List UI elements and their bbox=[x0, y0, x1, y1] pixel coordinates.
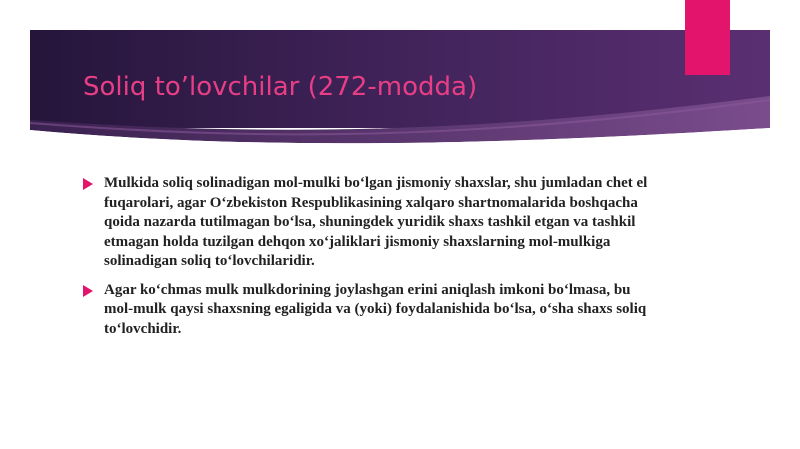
triangle-bullet-icon bbox=[83, 285, 93, 297]
bullet-item bbox=[80, 281, 660, 340]
accent-tab bbox=[685, 0, 730, 75]
bullet-text: Mulkida soliq solinadigan mol-mulki bo‘lgan jismoniy shaxslar, shu jumladan chet el fuqarolari, agar O‘zbekiston Respublikasining xalqaro shartnomalarida boshqacha qoida nazarda tutilmagan bo‘lsa, shuningdek yuridik shaxs tashkil etgan va tashkil etmagan holda tuzilgan dehqon xo‘jaliklari jismoniy shaxslarning mol-mulkiga solinadigan soliq to‘lovchilaridir. bbox=[104, 175, 648, 269]
bullet-list bbox=[80, 174, 660, 348]
triangle-bullet-icon bbox=[83, 178, 93, 190]
bullet-text: Agar ko‘chmas mulk mulkdorining joylashgan erini aniqlash imkoni bo‘lmasa, bu mol-mulk qaysi shaxsning egaligida va (yoki) foydalanishida bo‘lsa, o‘sha shaxs soliq to‘lovchidir. bbox=[104, 281, 647, 337]
bullet-item bbox=[80, 174, 660, 272]
slide-title: Soliq to’lovchilar (272-modda) bbox=[83, 72, 478, 102]
